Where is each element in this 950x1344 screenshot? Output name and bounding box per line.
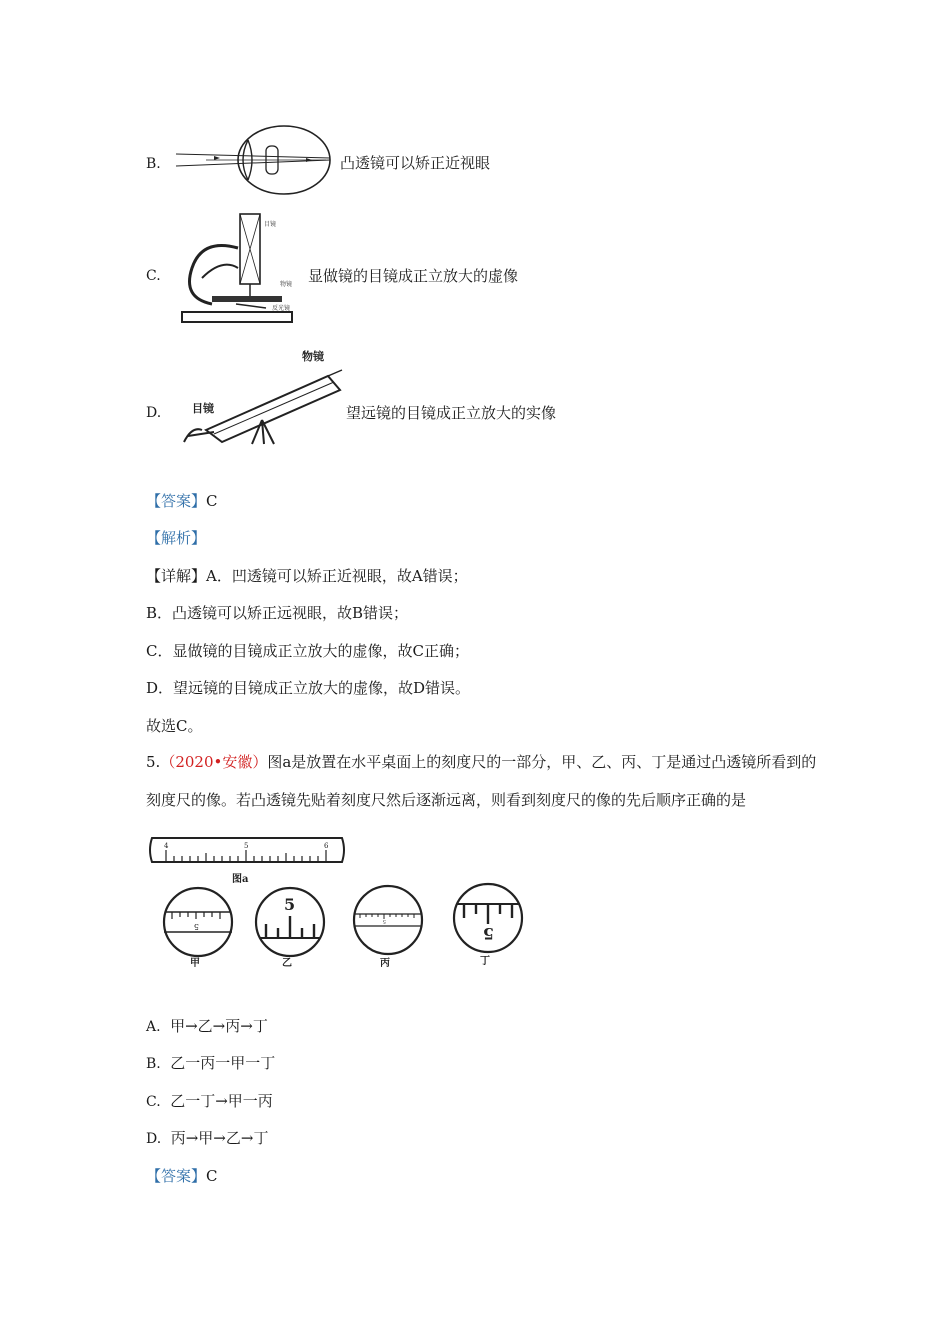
q5-option-d-text: 丙→甲→乙→丁: [170, 1129, 269, 1147]
detail-conclusion: 故选C。: [146, 717, 203, 735]
detail-line-d: D．望远镜的目镜成正立放大的虚像，故D错误。: [146, 679, 471, 697]
question-5-line-2: 刻度尺的像。若凸透镜先贴着刻度尺然后逐渐远离，则看到刻度尺的像的先后顺序正确的是: [146, 791, 747, 809]
detail-text-a: A．凹透镜可以矫正近视眼，故A错误；: [206, 567, 468, 585]
q5-option-b: [146, 1053, 275, 1074]
detail-line-b: B．凸透镜可以矫正远视眼，故B错误；: [146, 604, 409, 622]
lens-view-bing: [350, 886, 430, 969]
lens-view-yi: [252, 886, 332, 969]
lens-view-yi-label: 乙: [282, 958, 292, 969]
q5-option-a-text: 甲→乙→丙→丁: [170, 1017, 268, 1035]
q5-option-c-text: 乙一丁→甲一丙: [170, 1092, 273, 1110]
option-d-text: 望远镜的目镜成正立放大的实像: [346, 404, 557, 422]
q5-option-b-letter: B.: [146, 1056, 161, 1072]
lens-view-jia-label: 甲: [190, 958, 200, 969]
q5-option-d-letter: D.: [146, 1131, 162, 1147]
answer-value: C: [206, 492, 218, 510]
detail-line-c: C．显做镜的目镜成正立放大的虚像，故C正确；: [146, 642, 469, 660]
ruler-caption: 图a: [232, 874, 249, 885]
detail-tag: 【详解】: [146, 567, 207, 585]
telescope-eyepiece-label: 目镜: [192, 402, 214, 415]
answer-tag-2: 【答案】: [146, 1167, 207, 1185]
answer-line-1: [146, 491, 218, 511]
lens-view-ding: [450, 882, 530, 966]
lens-view-bing-digit: 5: [382, 918, 386, 924]
answer-tag: 【答案】: [146, 492, 207, 510]
microscope-mirror-label: 反光镜: [272, 305, 291, 312]
option-c-letter: C.: [146, 268, 161, 284]
question-number: 5.: [146, 753, 161, 771]
lens-view-yi-digit: 5: [284, 895, 296, 914]
q5-option-a-letter: A.: [146, 1019, 161, 1035]
ruler-figure: [146, 830, 346, 886]
answer-line-2: [146, 1166, 218, 1186]
ruler-number-6: 6: [324, 842, 329, 850]
microscope-eyepiece-label: 目镜: [264, 221, 277, 228]
question-5-line-1: [146, 752, 816, 772]
lens-view-jia: [160, 886, 240, 969]
lens-view-jia-digit: 5: [193, 922, 199, 931]
q5-option-c-letter: C.: [146, 1094, 161, 1110]
option-d-letter: D.: [146, 405, 162, 421]
option-b-text: 凸透镜可以矫正近视眼: [340, 154, 491, 172]
telescope-diagram: [178, 346, 348, 446]
ruler-number-4: 4: [164, 842, 169, 850]
eye-convex-lens-diagram: [176, 124, 336, 196]
lens-view-ding-digit: 5: [482, 924, 494, 943]
option-c-text: 显做镜的目镜成正立放大的虚像: [308, 267, 519, 285]
question-text-1: 图a是放置在水平桌面上的刻度尺的一部分，甲、乙、丙、丁是通过凸透镜所看到的: [267, 753, 817, 771]
ruler-ticks: [166, 850, 326, 862]
lens-view-ding-label: 丁: [480, 956, 490, 967]
option-b-letter: B.: [146, 156, 161, 172]
microscope-diagram: [172, 208, 304, 328]
q5-option-a: [146, 1016, 268, 1037]
ruler-number-5: 5: [244, 842, 249, 850]
q5-option-b-text: 乙一丙一甲一丁: [170, 1054, 276, 1072]
analysis-tag: 【解析】: [146, 529, 207, 547]
microscope-objective-label: 物镜: [280, 281, 293, 288]
question-source: （2020•安徽）: [160, 753, 268, 771]
q5-option-c: [146, 1091, 273, 1112]
answer-value-2: C: [206, 1167, 218, 1185]
telescope-objective-label: 物镜: [302, 350, 324, 363]
detail-line-a: [146, 566, 468, 586]
lens-view-bing-label: 丙: [380, 958, 390, 969]
q5-option-d: [146, 1128, 268, 1149]
